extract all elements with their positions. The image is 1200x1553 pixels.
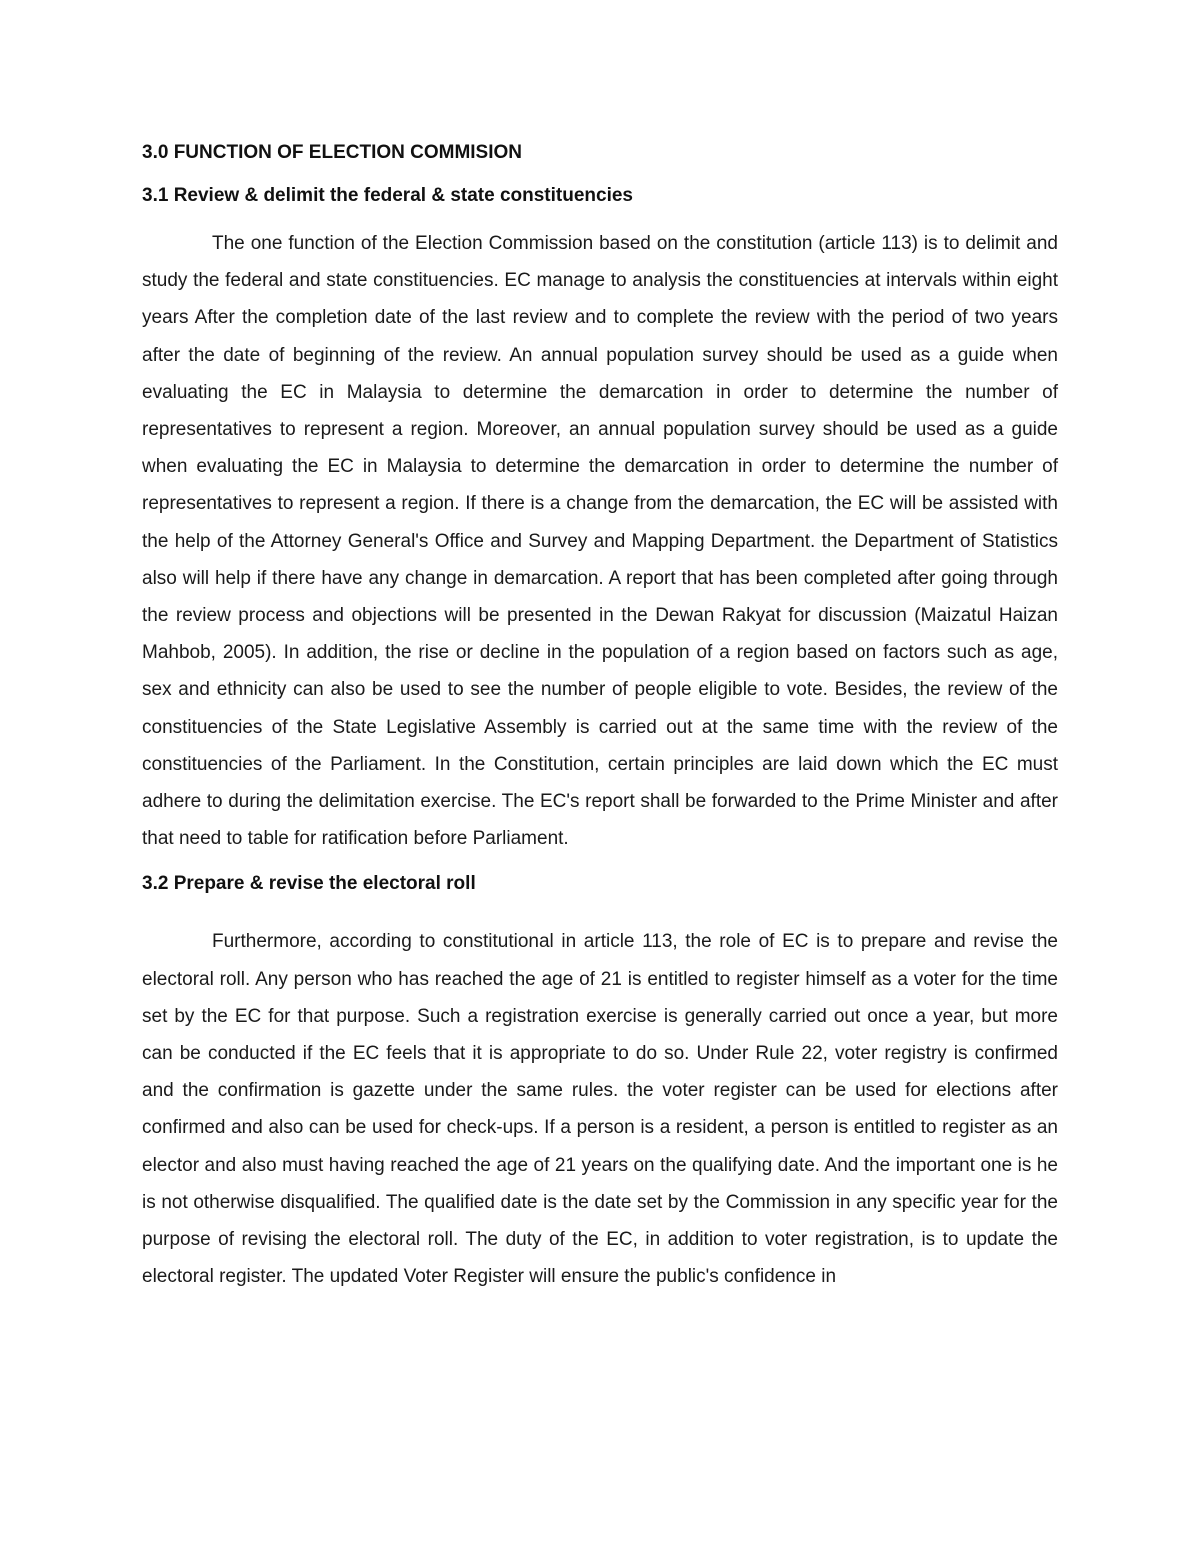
section-title: 3.0 FUNCTION OF ELECTION COMMISION xyxy=(142,142,523,163)
document-body xyxy=(142,140,1058,1295)
subsection-2-paragraph: Furthermore, according to constitutional in article 113, the role of EC is to prepare and revise the electoral roll. Any person who has reached the age of 21 is entitled to register himself as a voter for the time set by the EC for that purpose. Such a registration exercise is generally carried out once a year, but more can be conducted if the EC feels that it is appropriate to do so. Under Rule 22, voter registry is confirmed and the confirmation is gazette under the same rules. the voter register can be used for elections after confirmed and also can be used for check-ups. If a person is a resident, a person is entitled to register as an elector and also must having reached the age of 21 years on the qualifying date. And the important one is he is not otherwise disqualified. The qualified date is the date set by the Commission in any specific year for the purpose of revising the electoral roll. The duty of the EC, in addition to voter registration, is to update the electoral register. The updated Voter Register will ensure the public's confidence in xyxy=(142,931,1058,1288)
subsection-2-title: 3.2 Prepare & revise the electoral roll xyxy=(142,873,476,895)
subsection-1-paragraph: The one function of the Election Commission based on the constitution (article 113) is to delimit and study the federal and state constituencies. EC manage to analysis the constituencies at intervals within eight years After the completion date of the last review and to complete the review with the period of two years after the date of beginning of the review. An annual population survey should be used as a guide when evaluating the EC in Malaysia to determine the demarcation in order to determine the number of representatives to represent a region. Moreover, an annual population survey should be used as a guide when evaluating the EC in Malaysia to determine the demarcation in order to determine the number of representatives to represent a region. If there is a change from the demarcation, the EC will be assisted with the help of the Attorney General's Office and Survey and Mapping Department. the Department of Statistics also will help if there have any change in demarcation. A report that has been completed after going through the review process and objections will be presented in the Dewan Rakyat for discussion (Maizatul Haizan Mahbob, 2005). In addition, the rise or decline in the population of a region based on factors such as age, sex and ethnicity can also be used to see the number of people eligible to vote. Besides, the review of the constituencies of the State Legislative Assembly is carried out at the same time with the review of the constituencies of the Parliament. In the Constitution, certain principles are laid down which the EC must adhere to during the delimitation exercise. The EC's report shall be forwarded to the Prime Minister and after that need to table for ratification before Parliament. xyxy=(142,233,1058,850)
subsection-1-title: 3.1 Review & delimit the federal & state constituencies xyxy=(142,185,633,206)
